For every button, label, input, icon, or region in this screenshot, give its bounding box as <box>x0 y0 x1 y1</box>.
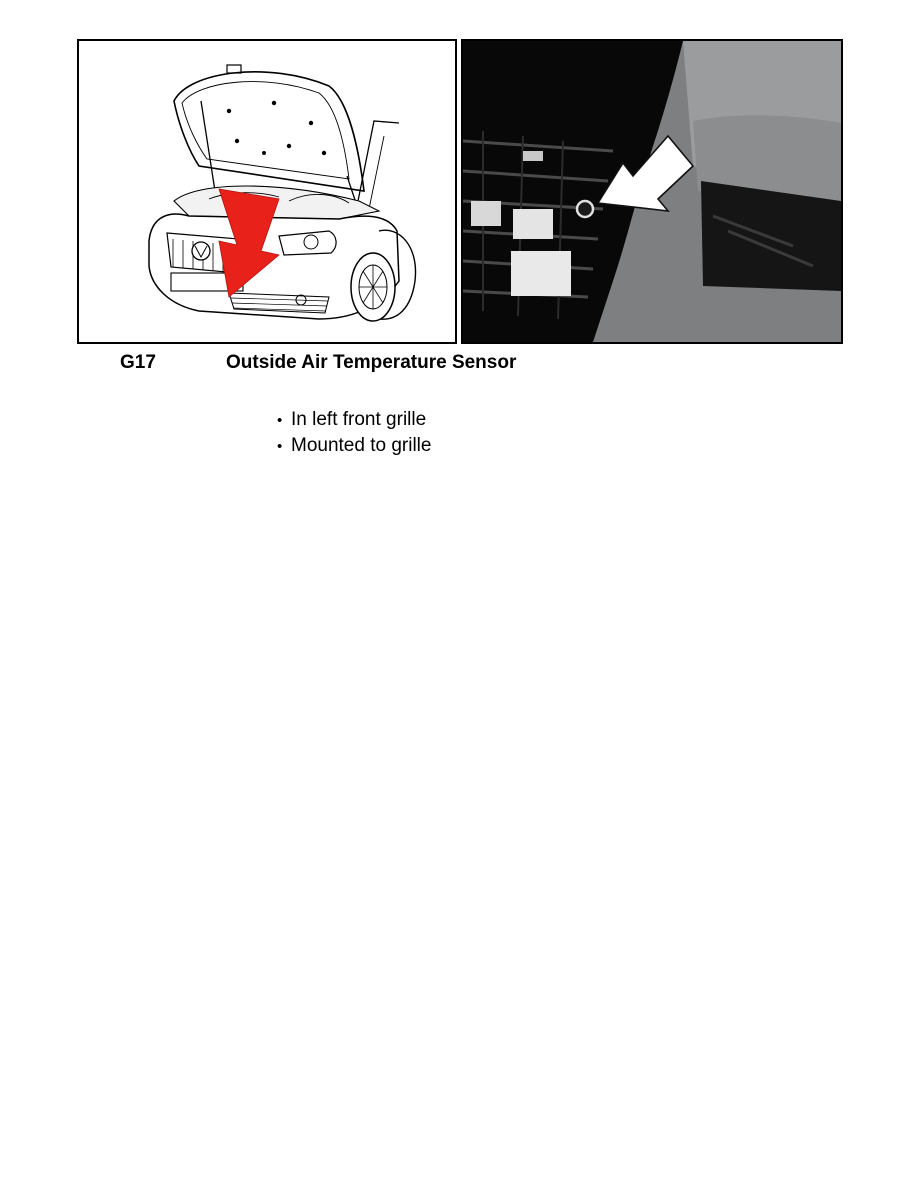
list-item <box>277 433 431 459</box>
car-illustration-figure <box>77 39 457 344</box>
component-code: G17 <box>120 352 156 373</box>
list-item <box>277 407 431 433</box>
bullet-list <box>277 407 431 459</box>
grille-sensor-photo <box>463 41 841 342</box>
car-hood-open-illustration <box>79 41 455 342</box>
bullet-icon: • <box>277 412 283 429</box>
list-item-text: In left front grille <box>291 409 427 430</box>
grille-photo-figure <box>461 39 843 344</box>
list-item-text: Mounted to grille <box>291 435 432 456</box>
bullet-icon: • <box>277 438 283 455</box>
component-title: Outside Air Temperature Sensor <box>226 352 517 373</box>
